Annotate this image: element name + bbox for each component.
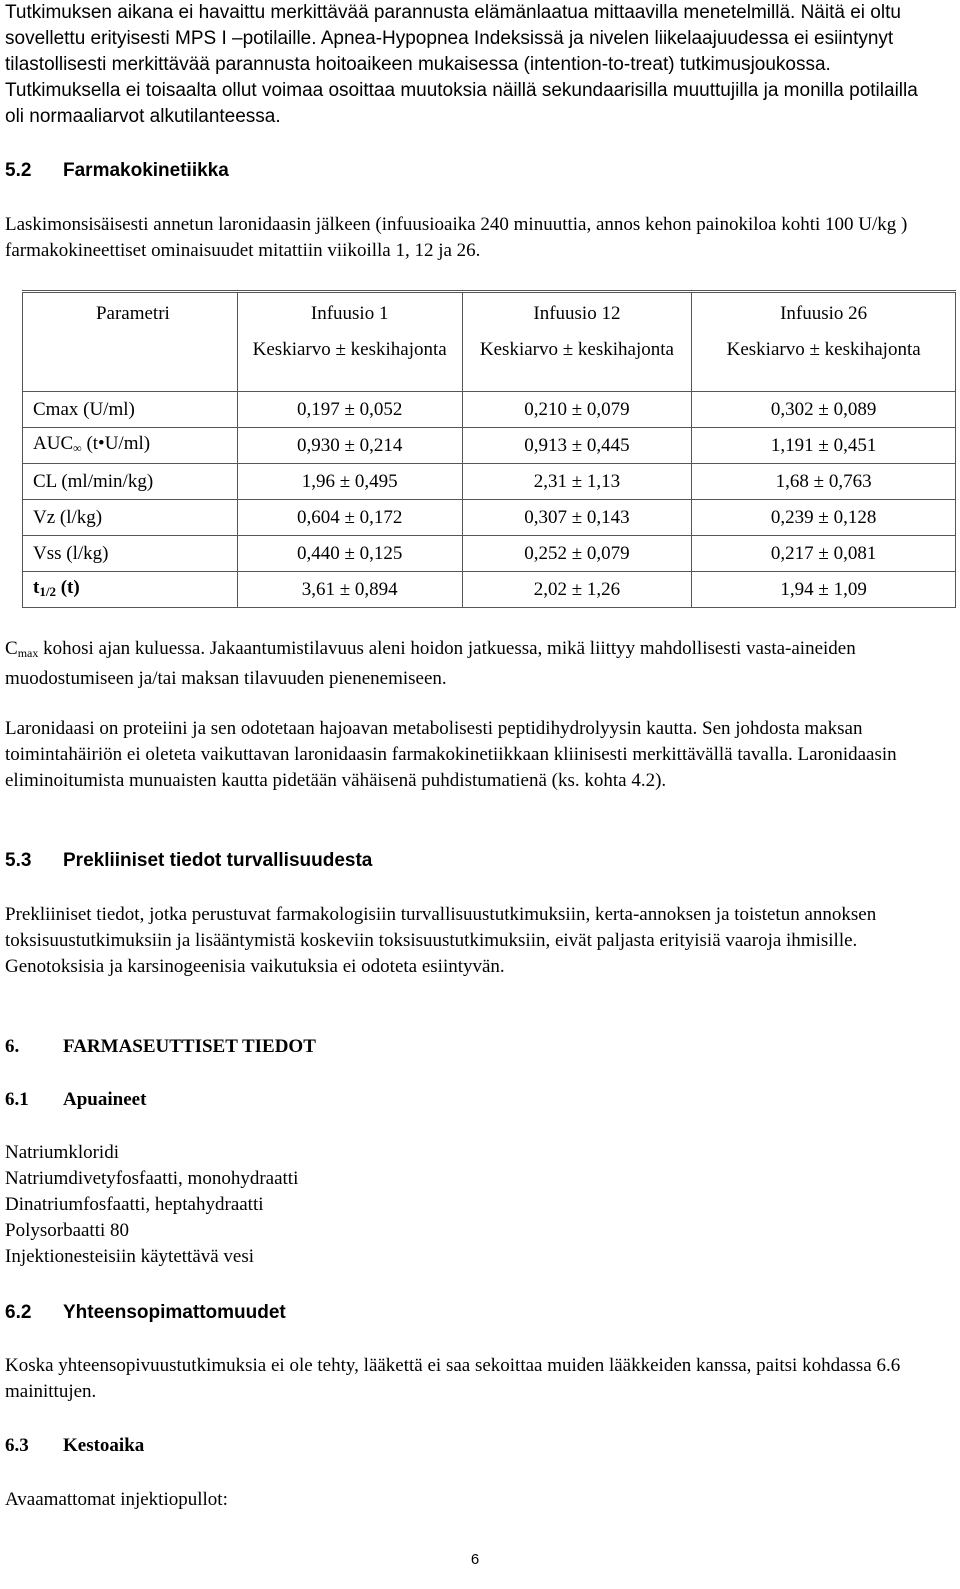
list-item: Natriumdivetyfosfaatti, monohydraatti	[5, 1168, 299, 1189]
section-title: Farmakokinetiikka	[63, 160, 229, 181]
intro-paragraph	[5, 0, 935, 130]
section-title: Kestoaika	[63, 1435, 145, 1456]
section-title: Prekliiniset tiedot turvallisuudesta	[63, 850, 373, 871]
column-title: Infuusio 1	[310, 303, 389, 324]
header-infuusio-26	[692, 292, 956, 392]
table-row	[23, 464, 956, 500]
section-number: 6.2	[5, 1302, 32, 1323]
table-cell: 0,440 ± 0,125	[237, 536, 462, 572]
table-row	[23, 536, 956, 572]
table-cell: 0,604 ± 0,172	[237, 500, 462, 536]
cmax-c: C	[5, 638, 18, 659]
label-main: t	[33, 576, 40, 598]
preclinical-paragraph: Prekliiniset tiedot, jotka perustuvat farmakologisiin turvallisuustutkimuksiin, kerta-annoksen ja toistetun annoksen toksisuustutkimuksiin ja lisääntymistä koskeviin toksisuustutkimuksiin, eivät paljasta erityisiä vaaroja ihmisille. Genotoksisia ja karsinogeenisia vaikutuksia ei odoteta esiintyvän.	[5, 904, 877, 977]
row-label	[23, 428, 238, 464]
list-item: Injektionesteisiin käytettävä vesi	[5, 1246, 255, 1267]
pharmacokinetics-paragraph: Laskimonsisäisesti annetun laronidaasin jälkeen (infuusioaika 240 minuuttia, annos kehon painokiloa kohti 100 U/kg ) farmakokineettiset ominaisuudet mitattiin viikoilla 1, 12 ja 26.	[5, 214, 908, 261]
table-cell: 1,96 ± 0,495	[237, 464, 462, 500]
section-5-3-heading	[5, 848, 935, 874]
table-header-row	[23, 292, 956, 392]
row-label: Cmax (U/ml)	[23, 392, 238, 428]
label-subscript: ∞	[73, 440, 82, 455]
label-subscript: 1/2	[39, 583, 56, 599]
header-parametri: Parametri	[23, 292, 238, 392]
table-cell: 2,31 ± 1,13	[462, 464, 692, 500]
page-number: 6	[470, 1551, 480, 1568]
list-item: Natriumkloridi	[5, 1142, 119, 1163]
row-label: Vss (l/kg)	[23, 536, 238, 572]
cmax-paragraph	[5, 636, 935, 692]
section-number: 6.1	[5, 1089, 29, 1110]
label-rest: (t)	[55, 576, 80, 598]
table-cell: 0,239 ± 0,128	[692, 500, 956, 536]
section-6-1-heading	[5, 1087, 935, 1113]
cmax-subscript: max	[17, 646, 39, 660]
table-cell: 0,197 ± 0,052	[237, 392, 462, 428]
row-label	[23, 572, 238, 608]
column-title: Infuusio 12	[533, 303, 621, 324]
table-cell: 0,307 ± 0,143	[462, 500, 692, 536]
shelf-life-paragraph: Avaamattomat injektiopullot:	[5, 1489, 228, 1510]
intro-text-1: Tutkimuksen aikana ei havaittu merkittävää parannusta elämänlaatua mittaavilla menetelmillä. Näitä ei oltu sovellettu erityisesti MPS I –potilaille.	[5, 2, 901, 49]
table-cell: 0,302 ± 0,089	[692, 392, 956, 428]
row-label: Vz (l/kg)	[23, 500, 238, 536]
section-6-heading	[5, 1034, 935, 1060]
column-subheader: Keskiarvo ± keskihajonta	[252, 339, 447, 360]
section-number: 6.3	[5, 1435, 29, 1456]
incompatibilities-paragraph: Koska yhteensopivuustutkimuksia ei ole tehty, lääkettä ei saa sekoittaa muiden lääkkeiden kanssa, paitsi kohdassa 6.6 mainittujen.	[5, 1355, 901, 1402]
elimination-paragraph: Laronidaasi on proteiini ja sen odotetaan hajoavan metabolisesti peptidihydrolyysin kautta. Sen johdosta maksan toimintahäiriön ei oleteta vaikuttavan laronidaasin farmakokinetiikkaan kliinisesti merkittävällä tavalla. Laronidaasin eliminoitumista munuaisten kautta pidetään vähäisenä puhdistumatienä (ks. kohta 4.2).	[5, 718, 897, 791]
section-title: FARMASEUTTISET TIEDOT	[63, 1036, 316, 1057]
header-infuusio-12	[462, 292, 692, 392]
list-item: Polysorbaatti 80	[5, 1220, 130, 1241]
label-rest: (t•U/ml)	[81, 432, 151, 454]
cmax-text: kohosi ajan kuluessa. Jakaantumistilavuus aleni hoidon jatkuessa, mikä liittyy mahdollisesti vasta-aineiden muodostumiseen ja/tai maksan tilavuuden pienenemiseen.	[5, 638, 856, 689]
column-subheader: Keskiarvo ± keskihajonta	[479, 339, 674, 360]
table-row	[23, 428, 956, 464]
table-cell: 1,191 ± 0,451	[692, 428, 956, 464]
table-cell: 1,68 ± 0,763	[692, 464, 956, 500]
excipients-list	[5, 1140, 935, 1270]
section-number: 5.3	[5, 850, 32, 871]
table-cell: 0,913 ± 0,445	[462, 428, 692, 464]
table-row	[23, 572, 956, 608]
table-row	[23, 500, 956, 536]
section-number: 6.	[5, 1036, 20, 1057]
row-label: CL (ml/min/kg)	[23, 464, 238, 500]
table-cell: 0,252 ± 0,079	[462, 536, 692, 572]
table-cell: 2,02 ± 1,26	[462, 572, 692, 608]
section-6-2-heading	[5, 1300, 935, 1326]
section-title: Apuaineet	[63, 1089, 147, 1110]
table-cell: 0,210 ± 0,079	[462, 392, 692, 428]
label-main: AUC	[33, 432, 74, 454]
section-5-2-heading	[5, 158, 935, 184]
section-title: Yhteensopimattomuudet	[63, 1302, 286, 1323]
table-cell: 3,61 ± 0,894	[237, 572, 462, 608]
list-item: Dinatriumfosfaatti, heptahydraatti	[5, 1194, 264, 1215]
pk-parameters-table	[22, 290, 956, 608]
section-6-3-heading	[5, 1433, 935, 1459]
table-cell: 1,94 ± 1,09	[692, 572, 956, 608]
section-number: 5.2	[5, 160, 32, 181]
column-subheader: Keskiarvo ± keskihajonta	[726, 339, 921, 360]
header-infuusio-1	[237, 292, 462, 392]
table-cell: 0,930 ± 0,214	[237, 428, 462, 464]
table-cell: 0,217 ± 0,081	[692, 536, 956, 572]
column-title: Infuusio 26	[780, 303, 868, 324]
table-row	[23, 392, 956, 428]
intro-text-2: Apnea-Hypopnea Indeksissä ja nivelen liikelaajuudessa ei esiintynyt tilastollisesti merkittävää parannusta hoitoaikeen mukaisessa (intention-to-treat) tutkimusjoukossa. Tutkimuksella ei toisaalta ollut voimaa osoittaa muutoksia näillä sekundaarisilla muuttujilla ja monilla potilailla oli normaaliarvot alkutilanteessa.	[5, 28, 918, 127]
